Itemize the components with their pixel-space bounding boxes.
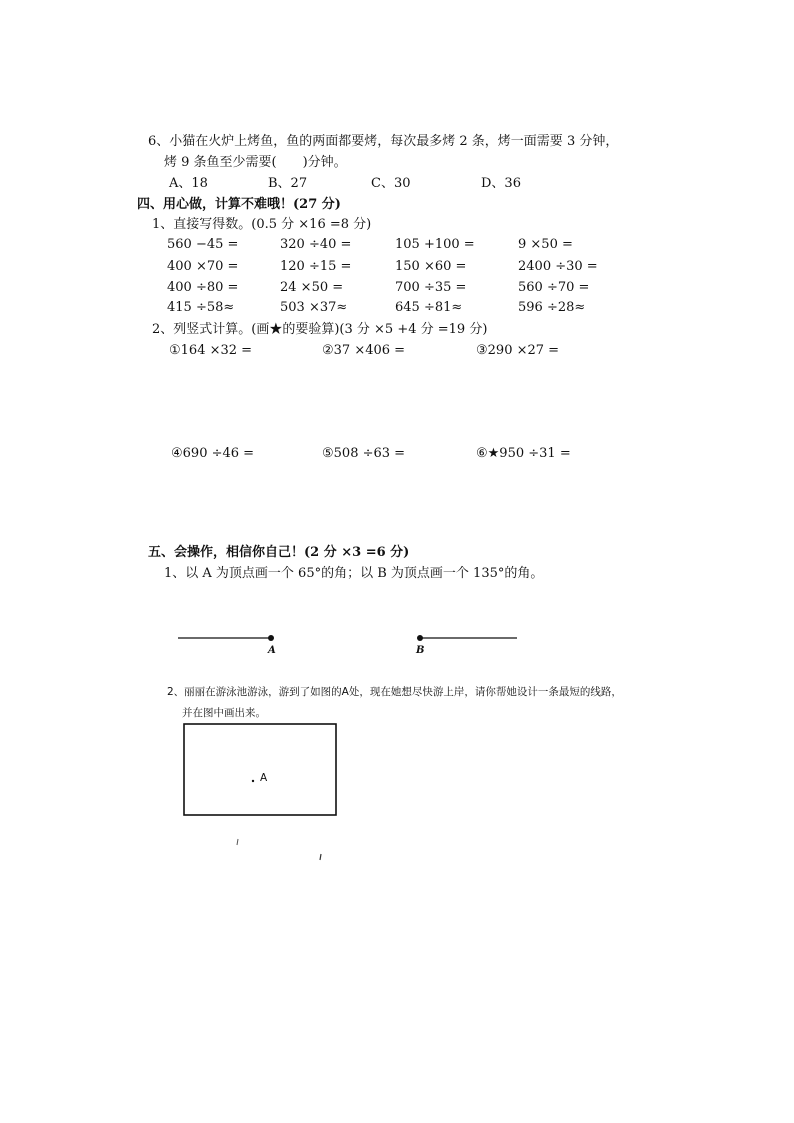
scan-speck bbox=[237, 839, 238, 845]
oral-r1c1: 560 −45 = bbox=[167, 237, 239, 252]
oral-r1c2: 320 ÷40 = bbox=[280, 237, 352, 252]
oral-r4c2: 503 ×37≈ bbox=[280, 300, 348, 315]
vertical-6: ⑥★950 ÷31 = bbox=[476, 446, 571, 461]
oral-r3c2: 24 ×50 = bbox=[280, 280, 344, 295]
vertical-4: ④690 ÷46 = bbox=[171, 446, 255, 461]
section5-sub1: 1、以 A 为顶点画一个 65°的角；以 B 为顶点画一个 135°的角。 bbox=[164, 566, 544, 581]
vertical-3: ③290 ×27 = bbox=[476, 343, 560, 358]
q6-option-a: A、18 bbox=[169, 176, 208, 191]
label-b: B bbox=[416, 645, 425, 656]
oral-r3c4: 560 ÷70 = bbox=[518, 280, 590, 295]
vertical-1: ①164 ×32 = bbox=[169, 343, 253, 358]
oral-r1c3: 105 +100 = bbox=[395, 237, 475, 252]
oral-r3c1: 400 ÷80 = bbox=[167, 280, 239, 295]
oral-r4c4: 596 ÷28≈ bbox=[518, 300, 586, 315]
oral-r1c4: 9 ×50 = bbox=[518, 237, 573, 252]
oral-r4c1: 415 ÷58≈ bbox=[167, 300, 235, 315]
section4-sub1: 1、直接写得数。(0.5 分 ×16 =8 分) bbox=[152, 217, 372, 232]
scan-speck bbox=[320, 854, 321, 860]
vertical-2: ②37 ×406 = bbox=[322, 343, 406, 358]
oral-r2c1: 400 ×70 = bbox=[167, 259, 239, 274]
pool-point-dot bbox=[252, 780, 254, 782]
q6-option-d: D、36 bbox=[481, 176, 521, 191]
section5-sub2-line2: 并在图中画出来。 bbox=[182, 707, 266, 719]
section4-title: 四、用心做，计算不难哦！(27 分) bbox=[137, 197, 341, 212]
q6-option-c: C、30 bbox=[371, 176, 411, 191]
section5-sub2-line1: 2、丽丽在游泳池游泳，游到了如图的A处，现在她想尽快游上岸，请你帮她设计一条最短的线路， bbox=[167, 686, 622, 698]
oral-r3c3: 700 ÷35 = bbox=[395, 280, 467, 295]
oral-r2c4: 2400 ÷30 = bbox=[518, 259, 598, 274]
vertex-b-dot bbox=[417, 635, 423, 641]
oral-r4c3: 645 ÷81≈ bbox=[395, 300, 463, 315]
section5-title: 五、会操作，相信你自己！(2 分 ×3 =6 分) bbox=[148, 545, 410, 560]
oral-r2c2: 120 ÷15 = bbox=[280, 259, 352, 274]
oral-r2c3: 150 ×60 = bbox=[395, 259, 467, 274]
label-a: A bbox=[268, 645, 276, 656]
vertex-a-dot bbox=[268, 635, 274, 641]
q6-line1: 6、小猫在火炉上烤鱼，鱼的两面都要烤，每次最多烤 2 条，烤一面需要 3 分钟， bbox=[148, 134, 619, 149]
pool-point-label: A bbox=[260, 772, 268, 784]
q6-line2: 烤 9 条鱼至少需要( )分钟。 bbox=[164, 155, 347, 170]
section4-sub2: 2、列竖式计算。(画★的要验算)(3 分 ×5 +4 分 =19 分) bbox=[152, 322, 488, 337]
vertical-5: ⑤508 ÷63 = bbox=[322, 446, 406, 461]
q6-option-b: B、27 bbox=[268, 176, 308, 191]
